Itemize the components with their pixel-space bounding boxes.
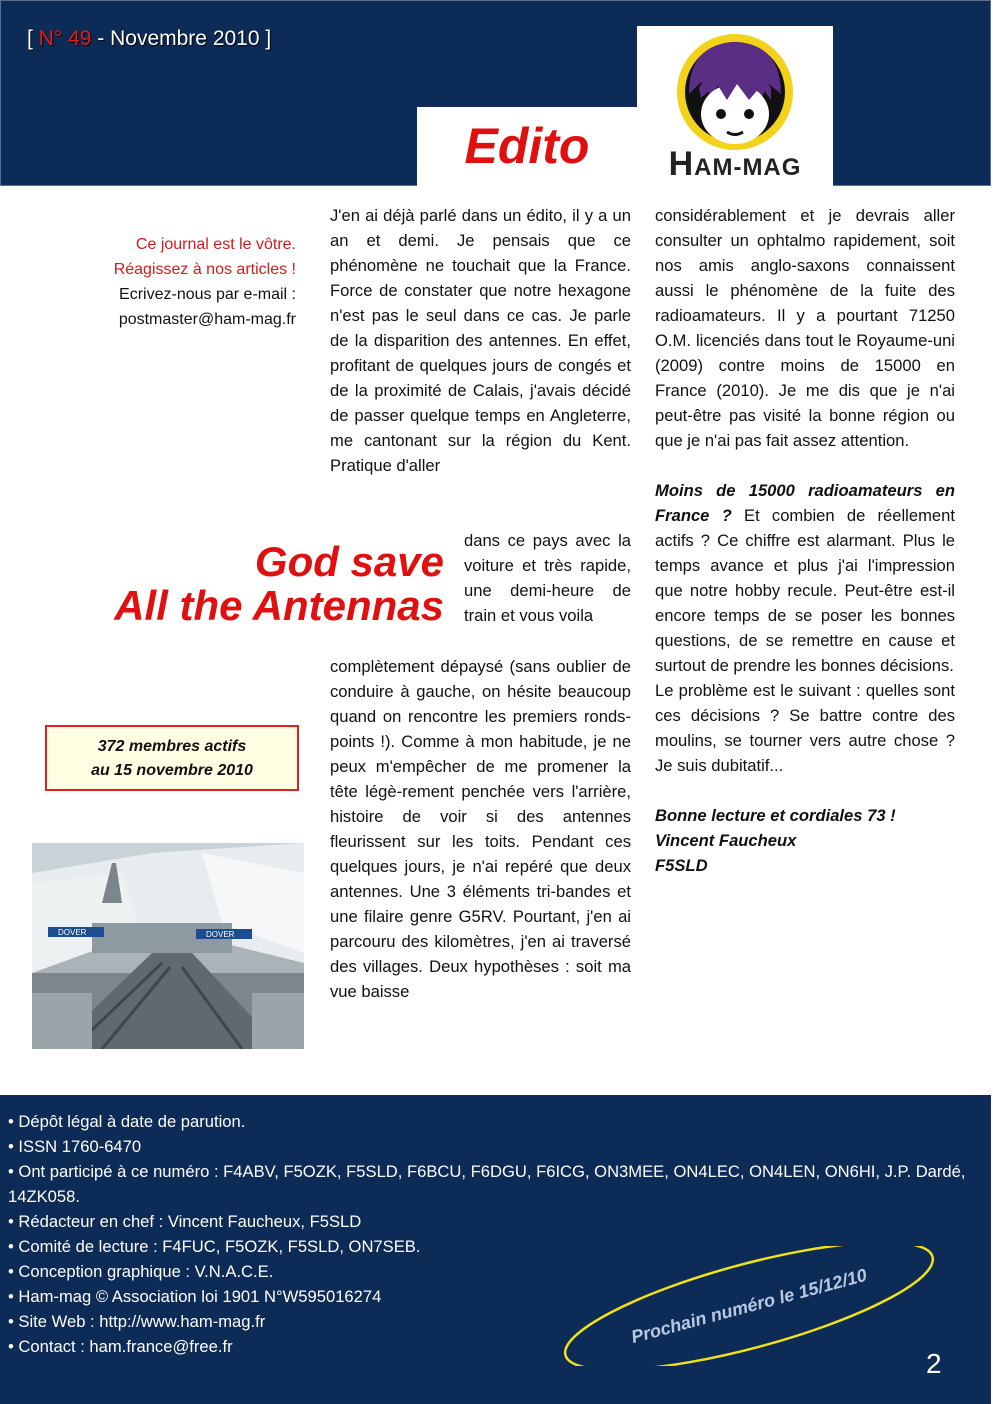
issue-date: Novembre 2010 ] <box>110 27 272 50</box>
note-line-1: Ce journal est le vôtre. <box>135 236 296 253</box>
article-column-1-wrap <box>464 528 631 628</box>
article-text-2: dans ce pays avec la voiture et très rapide, une demi-heure de train et vous voila <box>464 531 631 625</box>
signature-line-2: Vincent Faucheux <box>655 831 797 850</box>
headline-line-2: All the Antennas <box>114 582 444 629</box>
issue-number: N° 49 <box>38 27 92 50</box>
ferry-illustration <box>32 843 304 1049</box>
signature-line-3: F5SLD <box>655 856 708 875</box>
ham-mag-logo <box>637 26 833 188</box>
members-line-1: 372 membres actifs <box>97 738 247 755</box>
paragraph-2-rest: Et combien de réellement actifs ? Ce chiffre est alarmant. Plus le temps avance et plus j'ai l'impression que notre hobby recule. Peut-être est-il encore temps de se poser les bonnes questions, de se remettre en cause et surtout de prendre les bonnes décisions. <box>655 506 955 675</box>
article-column-2 <box>655 203 955 878</box>
article-paragraph-1: considérablement et je devrais aller consulter un ophtalmo rapidement, soit nos amis anglo-saxons connaissent aussi le phénomène de la fuite des radioamateurs. Il y a pourtant 71250 O.M. licenciés dans tout le Royaume-uni (2009) contre moins de 15000 en France (2010). Je me dis que je n'ai peut-être pas visité la bonne région ou que je n'ai pas fait assez attention. <box>655 206 955 450</box>
members-line-2: au 15 novembre 2010 <box>91 762 253 779</box>
logo-text <box>637 145 833 184</box>
page-number: 2 <box>926 1348 942 1379</box>
colophon-item: • Rédacteur en chef : Vincent Faucheux, F5SLD <box>8 1212 362 1231</box>
next-issue-badge <box>556 1246 942 1366</box>
next-issue-text: Prochain numéro le 15/12/10 <box>628 1264 870 1348</box>
colophon-item: • Ont participé à ce numéro : F4ABV, F5OZK, F5SLD, F6BCU, F6DGU, F6ICG, ON3MEE, ON4LEC, ON4LEN, ON6HI, J.P. Dardé, 14ZK058. <box>8 1162 966 1206</box>
colophon-item: • Comité de lecture : F4FUC, F5OZK, F5SLD, ON7SEB. <box>8 1237 421 1256</box>
colophon-item: • Conception graphique : V.N.A.C.E. <box>8 1262 274 1281</box>
article-paragraph-3: Le problème est le suivant : quelles sont ces décisions ? Se battre contre des moulins, se tourner vers autre chose ? Je suis dubitatif... <box>655 681 955 775</box>
headline-line-1: God save <box>254 538 444 585</box>
signature-line-1: Bonne lecture et cordiales 73 ! <box>655 806 896 825</box>
colophon-item: • Ham-mag © Association loi 1901 N°W595016274 <box>8 1287 382 1306</box>
reader-note <box>40 232 296 332</box>
section-title-box <box>417 107 637 187</box>
issue-separator: - <box>91 27 111 50</box>
paragraph-2-lead: Moins de 15000 radioamateurs en France ? <box>655 481 955 525</box>
note-line-3: Ecrivez-nous par e-mail : <box>119 286 296 303</box>
next-issue-oval <box>556 1246 942 1366</box>
article-text-1: J'en ai déjà parlé dans un édito, il y a un an et demi. Je pensais que ce phénomène ne touchait que la France. Force de constater que notre hexagone n'est pas le seul dans ce cas. Je parle de la disparition des antennes. En effet, profitant de quelques jours de congés et de la proximité de Calais, j'avais décidé de passer quelque temps en Angleterre, me cantonant sur la région du Kent. Pratique d'aller <box>330 206 631 475</box>
article-column-1-top <box>330 203 631 478</box>
ship-sign-2: DOVER <box>206 930 235 939</box>
article-paragraph-2 <box>655 478 955 678</box>
article-column-1-bottom <box>330 654 631 1004</box>
ferry-photo <box>32 843 304 1049</box>
ship-sign-1: DOVER <box>58 928 87 937</box>
note-email[interactable]: postmaster@ham-mag.fr <box>118 311 296 328</box>
colophon-item: • ISSN 1760-6470 <box>8 1137 142 1156</box>
colophon-website[interactable]: • Site Web : http://www.ham-mag.fr <box>8 1312 266 1331</box>
members-box <box>45 725 299 791</box>
section-title: Edito <box>464 118 590 174</box>
article-text-3: complètement dépaysé (sans oublier de conduire à gauche, on hésite beaucoup quand on rencontre les premiers ronds-points !). Comme à mon habitude, je ne peux m'empêcher de me promener la tête légè-rement penchée vers l'arrière, histoire de voir si des antennes fleurissent sur les toits. Pendant ces quelques jours, je n'ai repéré que deux antennes. Une 3 éléments tri-bandes et une filaire genre G5RV. Pourtant, j'en ai parcouru des kilomètres, j'en ai traversé des villages. Deux hypothèses : soit ma vue baisse <box>330 657 631 1001</box>
note-line-2: Réagissez à nos articles ! <box>113 261 296 278</box>
logo-rest: AM-MAG <box>694 154 802 181</box>
issue-label <box>27 27 271 51</box>
article-headline <box>60 540 444 628</box>
colophon-contact[interactable]: • Contact : ham.france@free.fr <box>8 1337 233 1356</box>
logo-initial: H <box>668 145 695 183</box>
colophon-item: • Dépôt légal à date de parution. <box>8 1112 246 1131</box>
issue-bracket: [ <box>27 27 39 50</box>
ham-mag-mascot-icon <box>637 26 833 156</box>
